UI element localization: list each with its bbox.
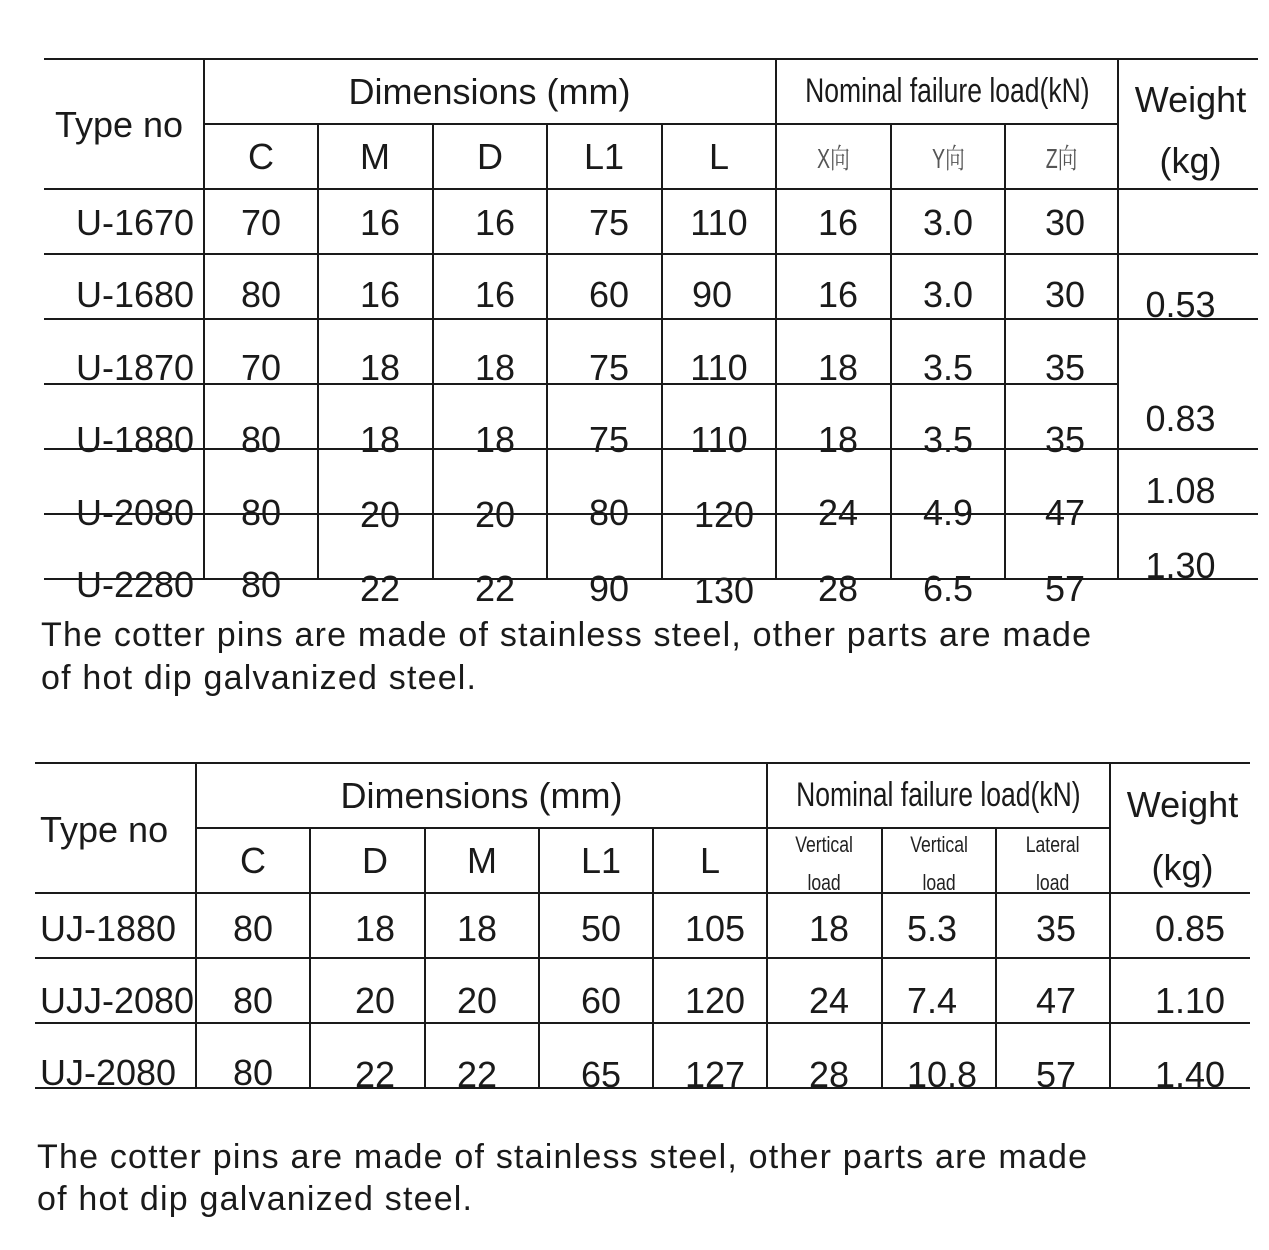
value-cell: 127 xyxy=(684,1053,746,1095)
col-header-z: Z向 xyxy=(1045,142,1078,174)
value-cell: 24 xyxy=(808,979,850,1021)
weight-cell: 1.08 xyxy=(1145,469,1216,511)
weight-cell: 0.85 xyxy=(1154,907,1226,949)
value-cell: 80 xyxy=(232,979,274,1021)
weight-header: Weight xyxy=(1126,784,1239,825)
value-cell: 90 xyxy=(588,567,630,609)
weight-cell: 1.40 xyxy=(1154,1053,1226,1095)
value-cell: 80 xyxy=(588,491,630,533)
value-cell: 18 xyxy=(817,346,859,388)
value-cell: 3.0 xyxy=(922,273,974,315)
value-cell: 3.5 xyxy=(922,346,974,388)
material-note-line-2: of hot dip galvanized steel. xyxy=(41,659,478,697)
col-header-m: M xyxy=(360,135,390,177)
type-cell: U-1670 xyxy=(75,201,195,243)
type-cell: UJJ-2080 xyxy=(40,979,195,1021)
value-cell: 28 xyxy=(817,567,859,609)
col-header-vertical-load: Vertical load xyxy=(910,832,968,895)
value-cell: 50 xyxy=(580,907,622,949)
value-cell: 110 xyxy=(690,346,748,388)
weight-cell: 1.10 xyxy=(1154,979,1226,1021)
value-cell: 20 xyxy=(359,493,401,535)
value-cell: 30 xyxy=(1044,201,1086,243)
dimensions-header: Dimensions (mm) xyxy=(340,774,623,816)
value-cell: 105 xyxy=(684,907,746,949)
value-cell: 120 xyxy=(684,979,746,1021)
col-header-l: L xyxy=(708,135,730,177)
value-cell: 18 xyxy=(359,346,401,388)
col-header-c: C xyxy=(240,839,266,881)
value-cell: 80 xyxy=(240,491,282,533)
col-header-l1: L1 xyxy=(583,135,625,177)
material-note-line-1: The cotter pins are made of stainless steel, other parts are made xyxy=(41,616,1093,654)
value-cell: 18 xyxy=(817,418,859,460)
col-header-c: C xyxy=(248,135,274,177)
value-cell: 75 xyxy=(588,346,630,388)
load-header: Nominal failure load(kN) xyxy=(804,72,1090,110)
value-cell: 60 xyxy=(588,273,630,315)
value-cell: 80 xyxy=(240,418,282,460)
value-cell: 18 xyxy=(456,907,498,949)
value-cell: 110 xyxy=(690,418,748,460)
dimensions-header: Dimensions (mm) xyxy=(348,70,631,112)
value-cell: 35 xyxy=(1044,418,1086,460)
value-cell: 16 xyxy=(474,273,516,315)
value-cell: 110 xyxy=(690,201,748,243)
value-cell: 16 xyxy=(359,201,401,243)
value-cell: 4.9 xyxy=(922,491,974,533)
value-cell: 80 xyxy=(240,273,282,315)
value-cell: 18 xyxy=(354,907,396,949)
weight-unit: (kg) xyxy=(1151,846,1214,888)
type-cell: U-2080 xyxy=(75,491,195,533)
type-cell: U-2280 xyxy=(75,563,195,605)
type-cell: UJ-1880 xyxy=(40,907,177,949)
type-no-header: Type no xyxy=(54,104,184,145)
type-no-header: Type no xyxy=(40,809,169,850)
value-cell: 35 xyxy=(1035,907,1077,949)
value-cell: 90 xyxy=(691,273,733,315)
value-cell: 60 xyxy=(580,979,622,1021)
value-cell: 75 xyxy=(588,418,630,460)
type-cell: U-1880 xyxy=(75,418,195,460)
type-cell: U-1870 xyxy=(75,346,195,388)
value-cell: 20 xyxy=(456,979,498,1021)
value-cell: 18 xyxy=(808,907,850,949)
value-cell: 57 xyxy=(1035,1053,1077,1095)
type-cell: U-1680 xyxy=(75,273,195,315)
value-cell: 16 xyxy=(817,201,859,243)
value-cell: 18 xyxy=(359,418,401,460)
value-cell: 3.0 xyxy=(922,201,974,243)
value-cell: 18 xyxy=(474,346,516,388)
value-cell: 80 xyxy=(232,1051,274,1093)
weight-cell: 0.83 xyxy=(1145,397,1216,439)
value-cell: 6.5 xyxy=(922,567,974,609)
value-cell: 130 xyxy=(693,569,755,611)
type-cell: UJ-2080 xyxy=(40,1051,177,1093)
col-header-m: M xyxy=(467,839,497,881)
value-cell: 28 xyxy=(808,1053,850,1095)
value-cell: 20 xyxy=(354,979,396,1021)
value-cell: 80 xyxy=(240,563,282,605)
col-header-x: X向 xyxy=(816,142,850,174)
value-cell: 47 xyxy=(1035,979,1077,1021)
value-cell: 70 xyxy=(240,201,282,243)
value-cell: 3.5 xyxy=(922,418,974,460)
value-cell: 22 xyxy=(474,567,516,609)
value-cell: 22 xyxy=(456,1053,498,1095)
weight-header: Weight xyxy=(1134,79,1247,120)
value-cell: 30 xyxy=(1044,273,1086,315)
value-cell: 75 xyxy=(588,201,630,243)
value-cell: 16 xyxy=(359,273,401,315)
weight-cell: 0.53 xyxy=(1145,283,1216,325)
value-cell: 5.3 xyxy=(906,907,958,949)
col-header-lateral-load: Lateral load xyxy=(1026,832,1080,895)
value-cell: 22 xyxy=(359,567,401,609)
value-cell: 7.4 xyxy=(906,979,958,1021)
value-cell: 65 xyxy=(580,1053,622,1095)
value-cell: 24 xyxy=(817,491,859,533)
value-cell: 22 xyxy=(354,1053,396,1095)
col-header-y: Y向 xyxy=(931,142,965,174)
material-note-line-2: of hot dip galvanized steel. xyxy=(37,1180,474,1218)
value-cell: 16 xyxy=(817,273,859,315)
weight-unit: (kg) xyxy=(1159,139,1222,181)
value-cell: 10.8 xyxy=(906,1053,978,1095)
value-cell: 57 xyxy=(1044,567,1086,609)
weight-cell: 1.30 xyxy=(1145,544,1216,586)
value-cell: 16 xyxy=(474,201,516,243)
value-cell: 20 xyxy=(474,493,516,535)
col-header-d: D xyxy=(477,135,503,177)
value-cell: 70 xyxy=(240,346,282,388)
value-cell: 47 xyxy=(1044,491,1086,533)
value-cell: 80 xyxy=(232,907,274,949)
load-header: Nominal failure load(kN) xyxy=(796,776,1081,814)
value-cell: 18 xyxy=(474,418,516,460)
col-header-l1: L1 xyxy=(580,839,622,881)
value-cell: 120 xyxy=(693,493,755,535)
material-note-line-1: The cotter pins are made of stainless steel, other parts are made xyxy=(37,1138,1089,1176)
col-header-d: D xyxy=(362,839,388,881)
col-header-vertical-load: Vertical load xyxy=(795,832,853,895)
value-cell: 35 xyxy=(1044,346,1086,388)
col-header-l: L xyxy=(699,839,721,881)
